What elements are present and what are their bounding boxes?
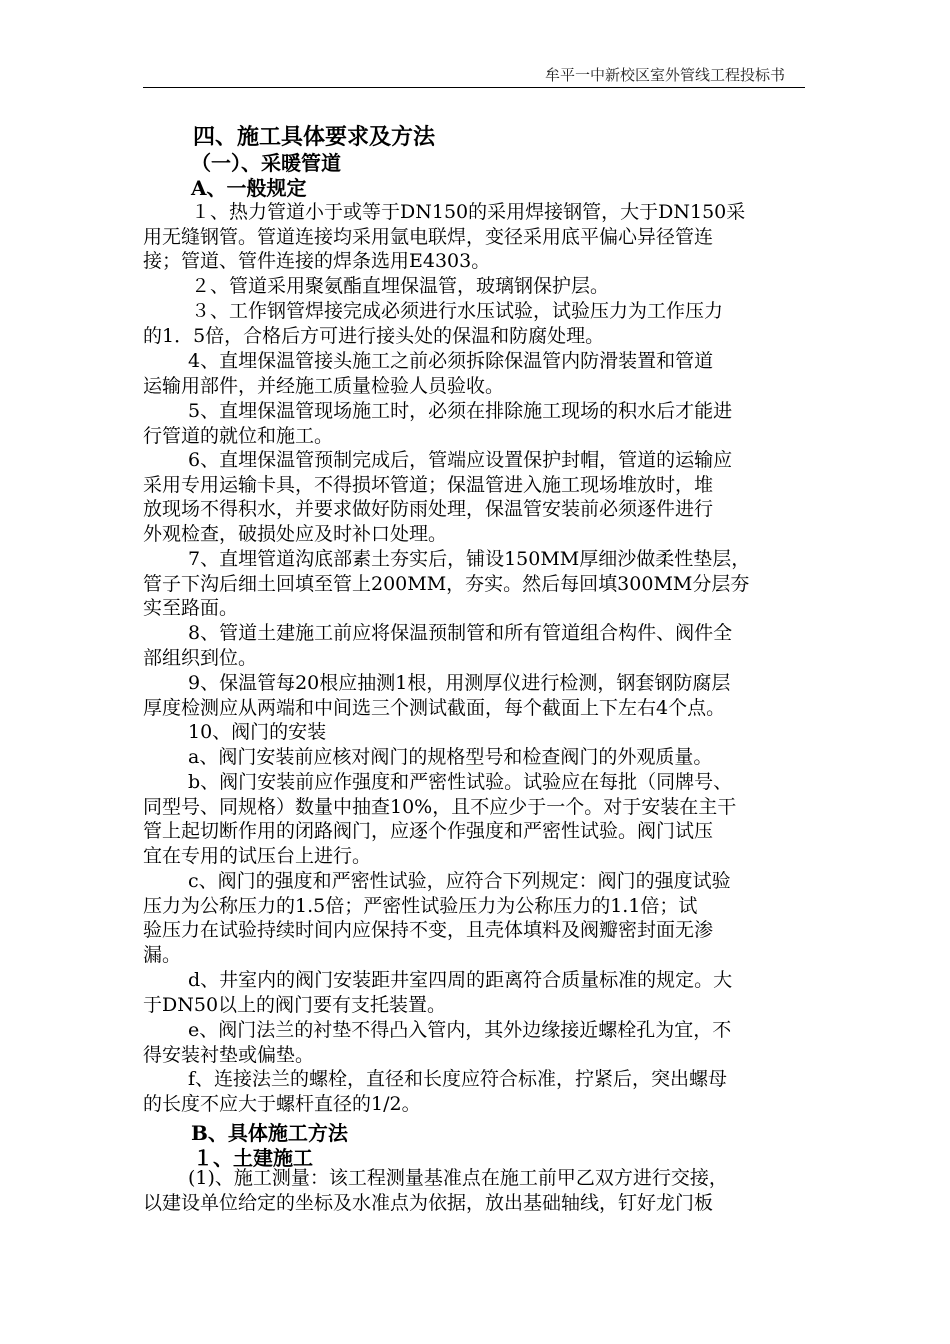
paragraph-d: d、井室内的阀门安装距井室四周的距离符合质量标准的规定。大 于DN50以上的阀门要有支托装置。 <box>143 969 733 1016</box>
paragraph-2: ２、管道采用聚氨酯直埋保温管，玻璃钢保护层。 <box>191 275 610 297</box>
paragraph-b: b、阀门安装前应作强度和严密性试验。试验应在每批（同牌号、 同型号、同规格）数量中抽查10%，且不应少于一个。对于安装在主干 管上起切断作用的闭路阀门，应逐个作强度和严密性试验。阀门试压 宜在专用的试压台上进行。 <box>143 771 737 868</box>
paragraph-e: e、阀门法兰的衬垫不得凸入管内，其外边缘接近螺栓孔为宜，不 得安装衬垫或偏垫。 <box>143 1019 732 1066</box>
paragraph-8: 8、管道土建施工前应将保温预制管和所有管道组合构件、阀件全 部组织到位。 <box>143 622 733 669</box>
paragraph-1: １、热力管道小于或等于DN150的采用焊接钢管，大于DN150采 用无缝钢管。管道连接均采用氩电联焊，变径采用底平偏心异径管连 接；管道、管件连接的焊条选用E4303。 <box>143 201 746 273</box>
page-header <box>143 62 805 88</box>
paragraph-f: f、连接法兰的螺栓，直径和长度应符合标准，拧紧后，突出螺母 的长度不应大于螺杆直径的1/2。 <box>143 1068 728 1115</box>
paragraph-3: ３、工作钢管焊接完成必须进行水压试验，试验压力为工作压力 的1．5倍，合格后方可进行接头处的保温和防腐处理。 <box>143 300 724 347</box>
paragraph-c: c、阀门的强度和严密性试验，应符合下列规定：阀门的强度试验 压力为公称压力的1.5倍；严密性试验压力为公称压力的1.1倍；试 验压力在试验持续时间内应保持不变，且壳体填料及阀瓣密封面无渗 漏。 <box>143 870 731 967</box>
header-title: 牟平一中新校区室外管线工程投标书 <box>544 66 785 84</box>
paragraph-a: a、阀门安装前应核对阀门的规格型号和检查阀门的外观质量。 <box>188 746 713 768</box>
paragraph-survey: (1)、施工测量：该工程测量基准点在施工前甲乙双方进行交接， 以建设单位给定的坐标及水准点为依据，放出基础轴线，钉好龙门板 <box>143 1167 728 1214</box>
subsection-title: （一）、采暖管道 <box>191 151 341 175</box>
paragraph-6: 6、直埋保温管预制完成后，管端应设置保护封帽，管道的运输应 采用专用运输卡具，不得损坏管道；保温管进入施工现场堆放时，堆 放现场不得积水，并要求做好防雨处理，保温管安装前必须逐件进行 外观检查，破损处应及时补口处理。 <box>143 449 733 546</box>
sub-1-title: １、土建施工 <box>193 1146 313 1170</box>
paragraph-9: 9、保温管每20根应抽测1根，用测厚仪进行检测，钢套钢防腐层 厚度检测应从两端和中间选三个测试截面，每个截面上下左右4个点。 <box>143 672 731 719</box>
paragraph-4: 4、直埋保温管接头施工之前必须拆除保温管内防滑装置和管道 运输用部件，并经施工质量检验人员验收。 <box>143 350 714 397</box>
section-title: 四、施工具体要求及方法 <box>193 124 436 150</box>
part-a-title: A、一般规定 <box>191 176 307 200</box>
paragraph-7: 7、直埋管道沟底部素土夯实后，铺设150MM厚细沙做柔性垫层， 管子下沟后细土回填至管上200MM，夯实。然后每回填300MM分层夯 实至路面。 <box>143 548 751 620</box>
paragraph-10: 10、阀门的安装 <box>188 721 327 743</box>
paragraph-5: 5、直埋保温管现场施工时，必须在排除施工现场的积水后才能进 行管道的就位和施工。 <box>143 400 733 447</box>
part-b-title: B、具体施工方法 <box>191 1121 348 1145</box>
